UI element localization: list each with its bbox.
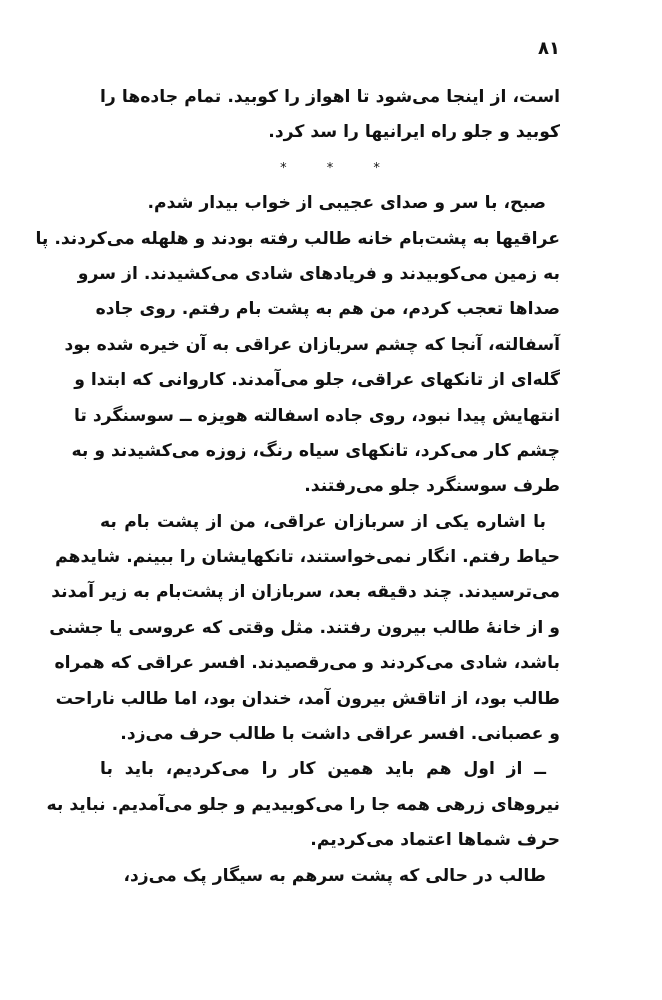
- text-line: نیروهای زرهی همه جا را می‌کوبیدیم و جلو می‌آمدیم. نباید به: [46, 794, 560, 815]
- text-line: گله‌ای از تانکهای عراقی، جلو می‌آمدند. کاروانی که ابتدا و: [74, 370, 560, 391]
- section-separator: * * *: [280, 160, 398, 176]
- text-line: چشم کار می‌کرد، تانکهای سیاه رنگ، زوزه می‌کشیدند و به: [71, 440, 560, 461]
- text-line: و عصبانی. افسر عراقی داشت با طالب حرف می‌زد.: [120, 724, 560, 745]
- text-line: حیاط رفتم. انگار نمی‌خواستند، تانکهایشان را ببینم. شایدهم: [55, 547, 560, 568]
- text-line: می‌ترسیدند. چند دقیقه بعد، سربازان از پشت‌بام به زیر آمدند: [51, 582, 560, 603]
- text-line: با اشاره یکی از سربازان عراقی، من از پشت بام به: [100, 511, 546, 532]
- text-line: آسفالته، آنجا که چشم سربازان عراقی به آن خیره شده بود: [64, 334, 560, 355]
- text-line: صداها تعجب کردم، من هم به پشت بام رفتم. روی جاده: [95, 299, 560, 320]
- text-line: صبح، با سر و صدای عجیبی از خواب بیدار شدم.: [147, 193, 546, 214]
- body-text: [35, 80, 560, 894]
- text-line: طرف سوسنگرد جلو می‌رفتند.: [304, 476, 560, 497]
- text-line: عراقیها به پشت‌بام خانه طالب رفته بودند و هلهله می‌کردند. پا: [35, 228, 560, 249]
- text-line: انتهایش پیدا نبود، روی جاده اسفالته هویزه ــ سوسنگرد تا: [73, 405, 560, 426]
- text-line: به زمین می‌کوبیدند و فریادهای شادی می‌کشیدند. از سرو: [77, 263, 560, 284]
- text-line: باشد، شادی می‌کردند و می‌رقصیدند. افسر عراقی که همراه: [54, 653, 560, 674]
- text-line: و از خانهٔ طالب بیرون رفتند. مثل وقتی که عروسی یا جشنی: [49, 617, 560, 638]
- dialogue-line: ــ از اول هم باید همین کار را می‌کردیم، باید با: [100, 759, 546, 780]
- page-number: ۸۱: [538, 38, 560, 59]
- text-line: حرف شماها اعتماد می‌کردیم.: [310, 830, 560, 851]
- text-line: است، از اینجا می‌شود تا اهواز را کوبید. تمام جاده‌ها را: [100, 87, 560, 107]
- text-line: طالب در حالی که پشت سرهم به سیگار پک می‌زد،: [123, 865, 546, 886]
- text-line: طالب بود، از اتاقش بیرون آمد، خندان بود، اما طالب ناراحت: [55, 688, 560, 709]
- text-line: کوبید و جلو راه ایرانیها را سد کرد.: [268, 122, 560, 143]
